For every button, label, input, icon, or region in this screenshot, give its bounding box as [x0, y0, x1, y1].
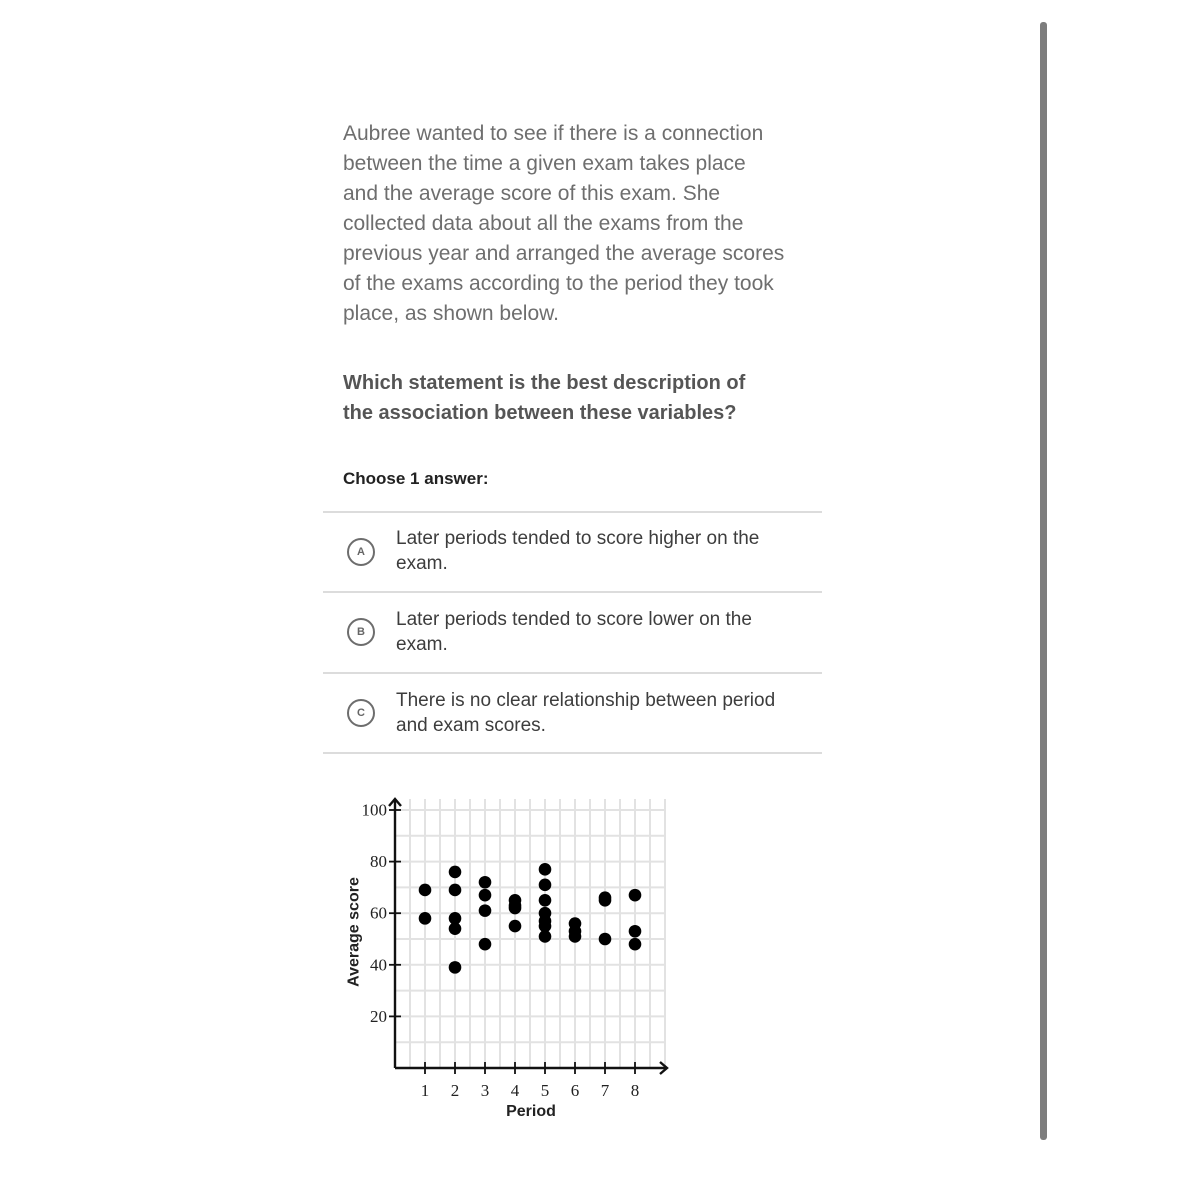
- answer-option-c[interactable]: [323, 674, 822, 752]
- x-tick-label: 6: [570, 1081, 580, 1100]
- data-point: [449, 961, 462, 974]
- data-point: [479, 938, 492, 951]
- question-prompt: [343, 368, 745, 428]
- y-tick-label: 80: [370, 852, 387, 872]
- data-point: [509, 902, 522, 915]
- prompt-line: the association between these variables?: [343, 402, 737, 424]
- option-letter: A: [357, 546, 365, 558]
- problem-description: [343, 119, 784, 329]
- y-axis-label: Average score: [345, 877, 363, 987]
- x-tick-label: 2: [450, 1081, 460, 1100]
- data-point: [629, 925, 642, 938]
- option-text: [396, 688, 775, 738]
- y-tick-label: 100: [361, 800, 387, 820]
- option-letter: B: [357, 626, 365, 638]
- data-point: [479, 889, 492, 902]
- radio-a-icon[interactable]: [347, 538, 375, 566]
- data-point: [419, 912, 432, 925]
- option-line: Later periods tended to score lower on the: [396, 609, 752, 630]
- y-tick-label: 20: [370, 1006, 387, 1026]
- description-line: of the exams according to the period they took: [343, 272, 774, 295]
- answer-option-b[interactable]: [323, 593, 822, 672]
- data-point: [569, 930, 582, 943]
- description-line: previous year and arranged the average scores: [343, 242, 785, 265]
- x-tick-label: 5: [540, 1081, 550, 1100]
- option-text: [396, 526, 759, 576]
- answer-option-a[interactable]: [323, 513, 822, 591]
- data-point: [509, 920, 522, 933]
- data-point: [629, 889, 642, 902]
- description-line: collected data about all the exams from the: [343, 212, 744, 235]
- description-line: Aubree wanted to see if there is a connection: [343, 122, 764, 145]
- option-line: exam.: [396, 553, 448, 574]
- option-letter: C: [357, 707, 365, 719]
- scrollbar[interactable]: [1040, 22, 1047, 1140]
- x-axis-label: Period: [506, 1103, 556, 1120]
- x-tick-label: 4: [510, 1081, 520, 1100]
- divider: [323, 752, 822, 754]
- data-point: [449, 922, 462, 935]
- data-point: [539, 863, 552, 876]
- data-point: [479, 904, 492, 917]
- prompt-line: Which statement is the best description of: [343, 372, 746, 394]
- radio-c-icon[interactable]: [347, 699, 375, 727]
- option-line: exam.: [396, 634, 448, 655]
- data-point: [599, 933, 612, 946]
- x-tick-label: 7: [600, 1081, 610, 1100]
- x-tick-label: 3: [480, 1081, 490, 1100]
- scatter-chart: [330, 790, 680, 1130]
- description-line: place, as shown below.: [343, 302, 559, 325]
- option-line: There is no clear relationship between period: [396, 690, 776, 711]
- data-point: [539, 930, 552, 943]
- data-point: [449, 884, 462, 897]
- y-tick-label: 40: [370, 955, 387, 975]
- data-point: [449, 866, 462, 879]
- description-line: and the average score of this exam. She: [343, 182, 721, 205]
- data-point: [539, 879, 552, 892]
- data-point: [599, 894, 612, 907]
- radio-b-icon[interactable]: [347, 618, 375, 646]
- option-line: Later periods tended to score higher on the: [396, 528, 760, 549]
- x-tick-label: 8: [630, 1081, 640, 1100]
- data-point: [419, 884, 432, 897]
- y-tick-label: 60: [370, 903, 387, 923]
- x-tick-label: 1: [420, 1081, 430, 1100]
- option-line: and exam scores.: [396, 715, 546, 736]
- chart-grid: [395, 799, 665, 1068]
- choose-answer-label: Choose 1 answer:: [343, 469, 489, 488]
- description-line: between the time a given exam takes place: [343, 152, 746, 175]
- option-text: [396, 607, 752, 657]
- data-point: [629, 938, 642, 951]
- chart-axes: [389, 799, 667, 1074]
- data-point: [479, 876, 492, 889]
- data-point: [539, 894, 552, 907]
